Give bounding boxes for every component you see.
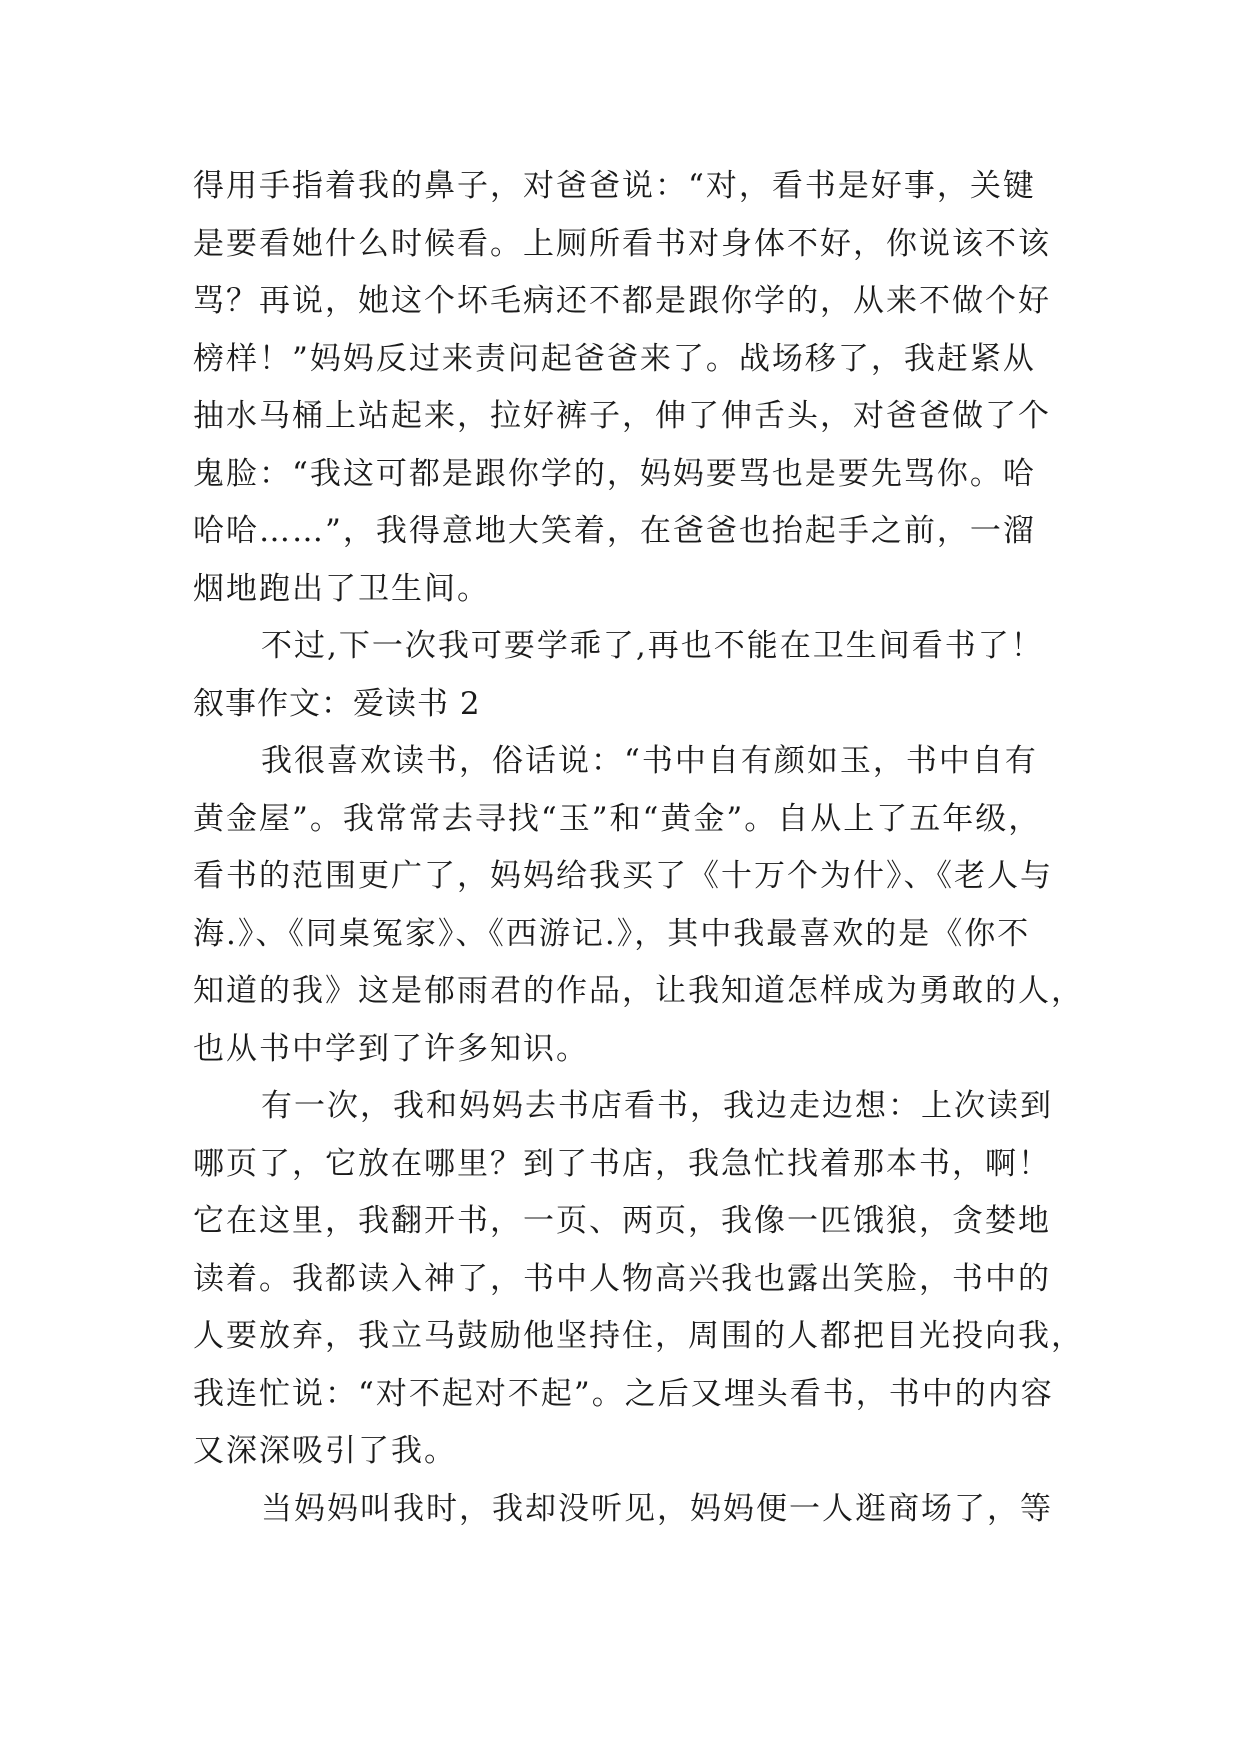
text-line: 有一次，我和妈妈去书店看书，我边走边想：上次读到 xyxy=(261,1088,1053,1124)
text-line: 又深深吸引了我。 xyxy=(193,1433,457,1469)
document-body xyxy=(193,158,1084,1538)
text-line: 哪页了，它放在哪里？到了书店，我急忙找着那本书，啊！ xyxy=(193,1145,1051,1182)
text-line: 我连忙说：“对不起对不起”。之后又埋头看书，书中的内容 xyxy=(193,1375,1054,1412)
text-line: 它在这里，我翻开书，一页、两页，我像一匹饿狼，贪婪地 xyxy=(193,1203,1051,1239)
text-line: 知道的我》这是郁雨君的作品，让我知道怎样成为勇敢的人， xyxy=(193,973,1084,1009)
text-line: 看书的范围更广了，妈妈给我买了《十万个为什》、《老人与 xyxy=(193,858,1053,894)
text-line: 我很喜欢读书，俗话说：“书中自有颜如玉，书中自有 xyxy=(261,743,1038,779)
text-line: 不过,下一次我可要学乖了,再也不能在卫生间看书了！ xyxy=(261,628,1044,664)
text-line: 黄金屋”。我常常去寻找“玉”和“黄金”。自从上了五年级， xyxy=(193,800,1042,837)
text-line: 烟地跑出了卫生间。 xyxy=(193,570,490,607)
text-line: 榜样！”妈妈反过来责问起爸爸来了。战场移了，我赶紧从 xyxy=(193,340,1036,377)
text-line: 人要放弃，我立马鼓励他坚持住，周围的人都把目光投向我， xyxy=(193,1318,1084,1354)
text-line: 读着。我都读入神了，书中人物高兴我也露出笑脸，书中的 xyxy=(193,1260,1051,1297)
section-heading: 叙事作文：爱读书 2 xyxy=(193,685,481,722)
text-line: 抽水马桶上站起来，拉好裤子，伸了伸舌头，对爸爸做了个 xyxy=(193,398,1051,434)
text-line: 是要看她什么时候看。上厕所看书对身体不好，你说该不该 xyxy=(193,225,1051,262)
text-line: 骂？再说，她这个坏毛病还不都是跟你学的，从来不做个好 xyxy=(193,283,1051,319)
text-line: 海.》、《同桌冤家》、《西游记.》，其中我最喜欢的是《你不 xyxy=(193,915,1031,952)
text-line: 也从书中学到了许多知识。 xyxy=(193,1030,589,1067)
text-line: 当妈妈叫我时，我却没听见，妈妈便一人逛商场了，等 xyxy=(261,1490,1053,1527)
text-line: 哈哈……”，我得意地大笑着，在爸爸也抬起手之前，一溜 xyxy=(193,513,1036,549)
text-line: 得用手指着我的鼻子，对爸爸说：“对，看书是好事，关键 xyxy=(193,168,1036,204)
text-line: 鬼脸：“我这可都是跟你学的，妈妈要骂也是要先骂你。哈 xyxy=(193,455,1036,492)
